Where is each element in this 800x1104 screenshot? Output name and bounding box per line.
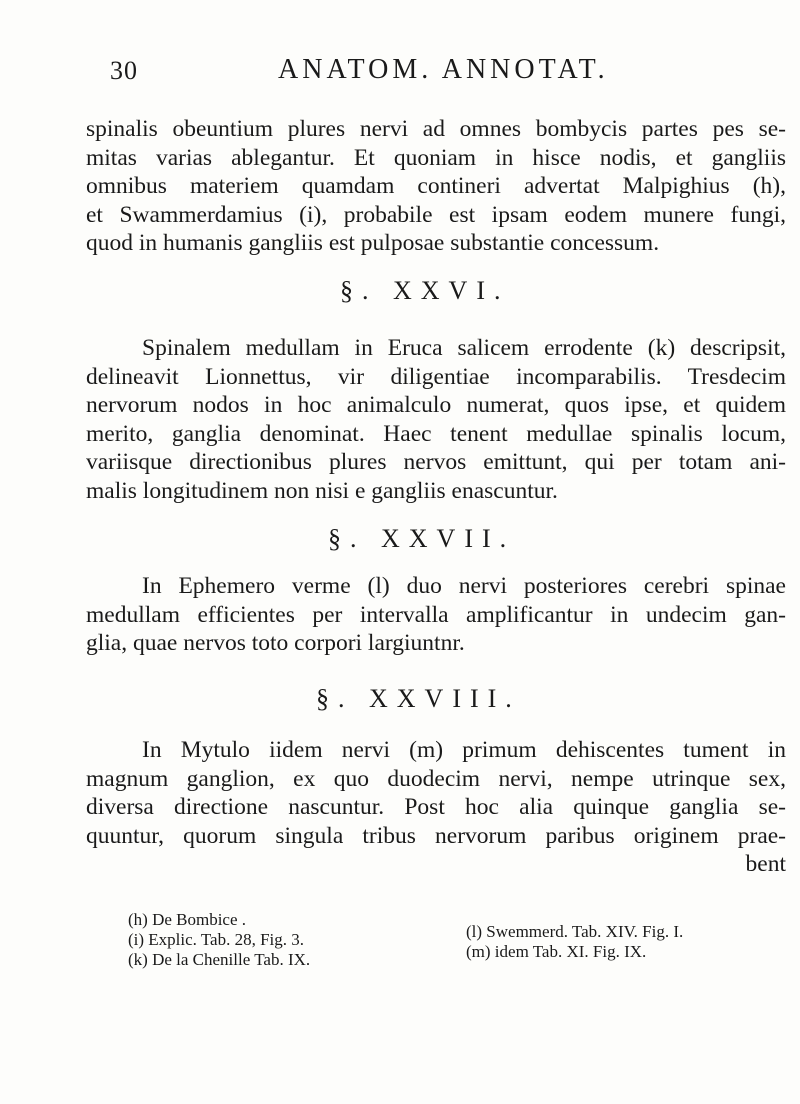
text-line: magnum ganglion, ex quo duodecim nervi, nempe utrinque sex, [86,765,786,792]
text-line: quuntur, quorum singula tribus nervorum paribus originem prae- [86,822,786,849]
footnotes-right [466,922,683,962]
text-line: spinalis obeuntium plures nervi ad omnes bombycis partes pes se- [86,116,786,142]
text-line: In Mytulo iidem nervi (m) primum dehiscentes tument in [142,737,786,763]
footnote: (k) De la Chenille Tab. IX. [128,950,311,969]
text-line: malis longitudinem non nisi e gangliis enascuntur. [86,477,558,504]
running-head: ANATOM. ANNOTAT. [278,54,609,85]
text-line: nervorum nodos in hoc animalculo numerat, quos ipse, et quidem [86,392,786,419]
text-line: medullam efficientes per intervalla amplificantur in undecim gan- [86,601,786,628]
page-header [0,50,800,90]
text-line: variisque directionibus plures nervos emittunt, qui per totam ani- [86,449,786,476]
text-line: glia, quae nervos toto corpori largiuntnr. [86,630,465,657]
text-line: Spinalem medullam in Eruca salicem errodente (k) descripsit, [142,335,786,361]
footnotes-left [128,910,310,970]
footnote: (m) idem Tab. XI. Fig. IX. [466,942,647,961]
footnote: (l) Swemmerd. Tab. XIV. Fig. I. [466,922,684,941]
footnote: (h) De Bombice . [128,910,247,929]
text-line: delineavit Lionnettus, vir diligentiae incomparabilis. Tresdecim [86,363,786,390]
paragraph-section-26 [86,334,786,506]
footnote: (i) Explic. Tab. 28, Fig. 3. [128,930,305,949]
paragraph-continuation [86,115,786,258]
text-line: diversa directione nascuntur. Post hoc alia quinque ganglia se- [86,794,786,821]
section-heading-27: §. XXVII. [328,524,516,553]
text-line: merito, ganglia denominat. Haec tenent medullae spinalis locum, [86,420,786,447]
section-heading-28: §. XXVIII. [316,684,521,713]
page-number: 30 [110,56,138,85]
text-line: mitas varias ablegantur. Et quoniam in hisce nodis, et gangliis [86,144,786,171]
text-line: et Swammerdamius (i), probabile est ipsam eodem munere fungi, [86,201,786,228]
paragraph-section-27 [86,572,786,658]
text-line: omnibus materiem quamdam contineri advertat Malpighius (h), [86,173,786,200]
text-line: quod in humanis gangliis est pulposae substantie concessum. [86,230,660,257]
text-line: In Ephemero verme (l) duo nervi posteriores cerebri spinae [142,573,786,599]
paragraph-section-28 [86,736,786,879]
section-heading-26: §. XXVI. [340,276,510,305]
catchword: bent [745,851,786,878]
